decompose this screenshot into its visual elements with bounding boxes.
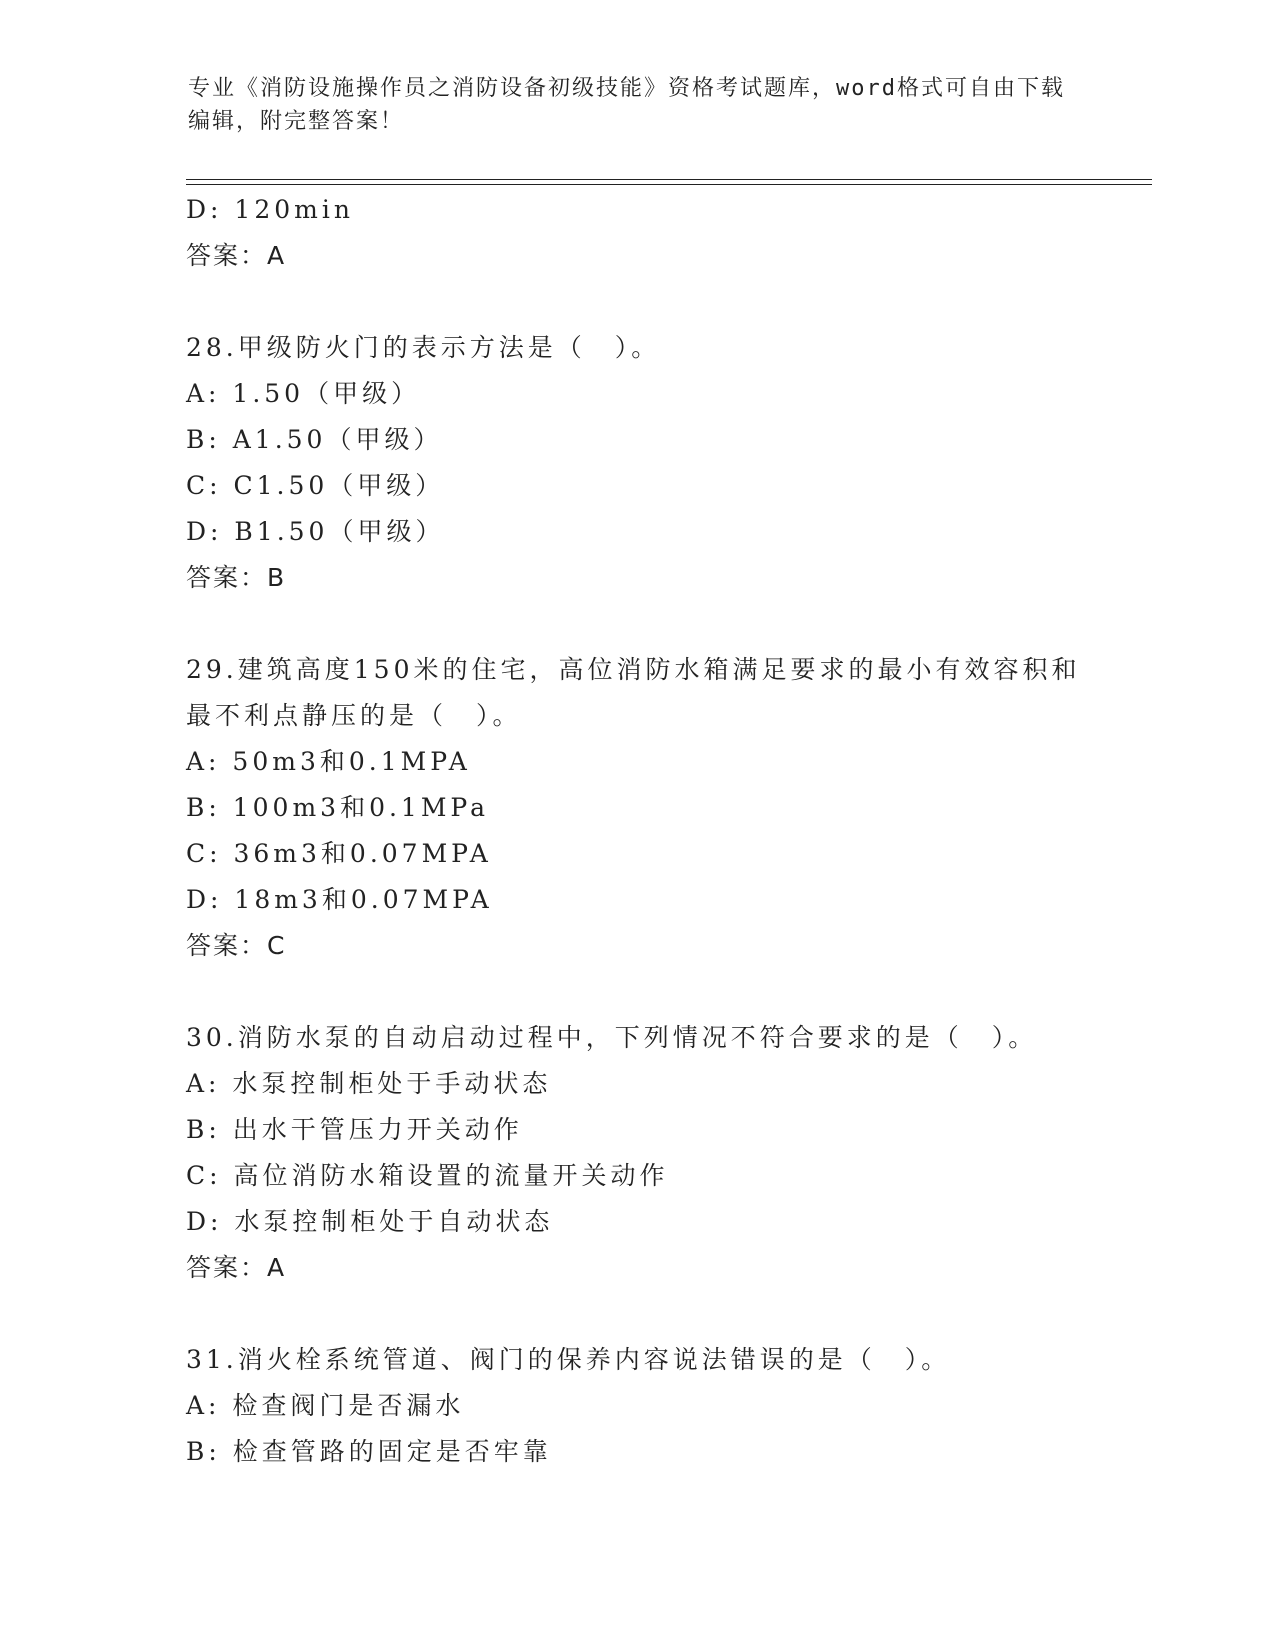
option-a: A: 检查阀门是否漏水 — [186, 1391, 465, 1420]
answer-line: 答案：A — [186, 1253, 287, 1282]
header-rule-bottom — [186, 184, 1152, 185]
option-a: A: 1.50（甲级） — [186, 379, 421, 408]
option-c: C: C1.50（甲级） — [186, 471, 445, 500]
question-stem: 30.消防水泵的自动启动过程中，下列情况不符合要求的是（ ）。 — [186, 1023, 1038, 1052]
question-stem: 31.消火栓系统管道、阀门的保养内容说法错误的是（ ）。 — [186, 1345, 951, 1374]
question-list — [186, 187, 1086, 1475]
option-d: D: 水泵控制柜处于自动状态 — [186, 1207, 554, 1236]
option-b: B: 出水干管压力开关动作 — [186, 1115, 523, 1144]
option-b: B: 100m3和0.1MPa — [186, 793, 490, 822]
option-c: C: 36m3和0.07MPA — [186, 839, 492, 868]
answer-line: 答案：C — [186, 931, 287, 960]
option-a: A: 水泵控制柜处于手动状态 — [186, 1069, 552, 1098]
spacer — [186, 601, 1086, 647]
option-d: D: B1.50（甲级） — [186, 517, 445, 546]
option-a: A: 50m3和0.1MPA — [186, 747, 471, 776]
option-b: B: A1.50（甲级） — [186, 425, 443, 454]
spacer — [186, 969, 1086, 1015]
option-b: B: 检查管路的固定是否牢靠 — [186, 1437, 552, 1466]
question-stem: 28.甲级防火门的表示方法是（ ）。 — [186, 333, 661, 362]
header-rule-top — [186, 179, 1152, 180]
option-c: C: 高位消防水箱设置的流量开关动作 — [186, 1161, 669, 1190]
option-d: D: 120min — [186, 195, 354, 224]
document-header: 专业《消防设施操作员之消防设备初级技能》资格考试题库，word格式可自由下载编辑，附完整答案！ — [188, 76, 1065, 134]
question-stem: 29.建筑高度150米的住宅，高位消防水箱满足要求的最小有效容积和最不利点静压的是（ ）。 — [186, 655, 1081, 730]
spacer — [186, 279, 1086, 325]
option-d: D: 18m3和0.07MPA — [186, 885, 493, 914]
answer-line: 答案：B — [186, 563, 287, 592]
spacer — [186, 1291, 1086, 1337]
answer-line: 答案：A — [186, 241, 287, 270]
